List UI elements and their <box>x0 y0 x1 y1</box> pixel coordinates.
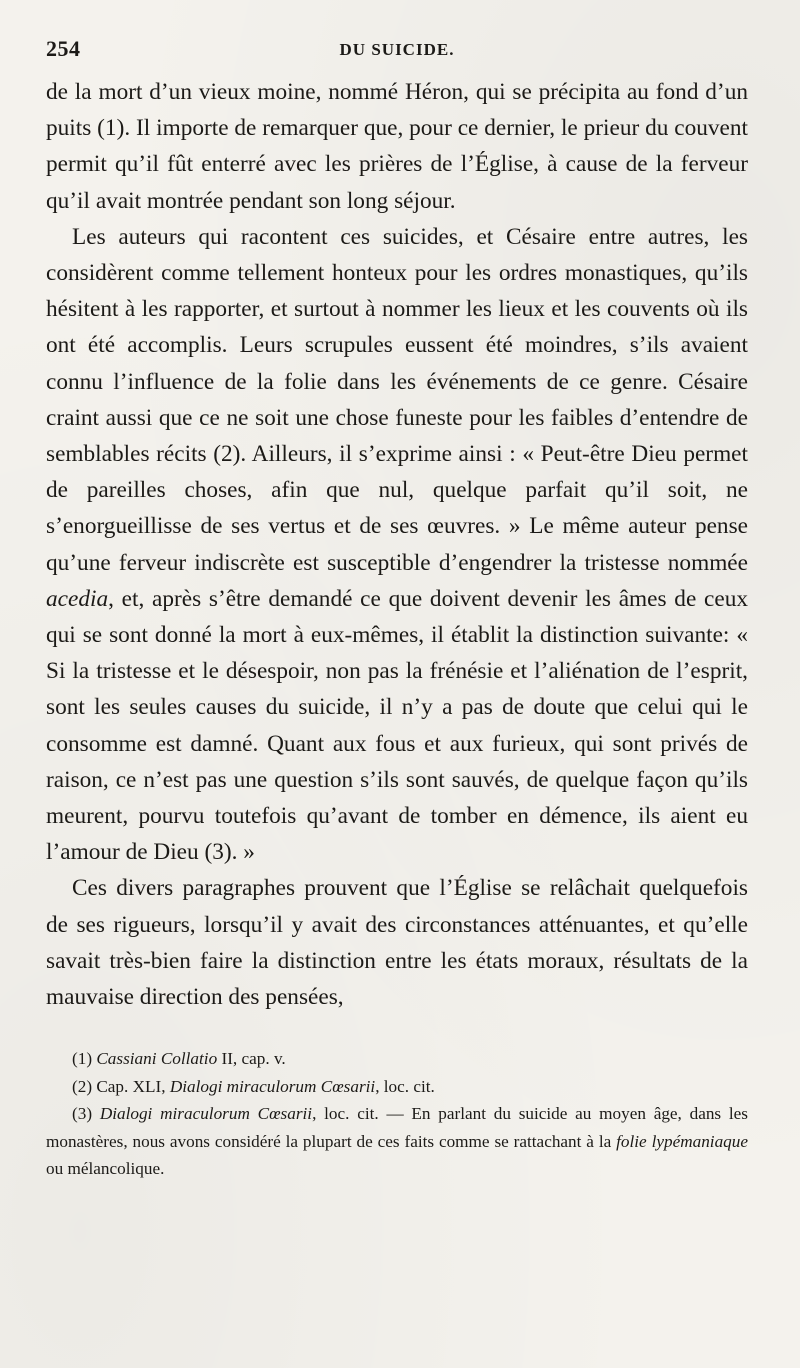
citation-ref: , loc. cit. <box>375 1076 435 1096</box>
body-text <box>46 74 748 1015</box>
footnote-marker: (1) <box>72 1049 97 1069</box>
citation-title: Cassiani Collatio <box>96 1049 218 1069</box>
italic-term: acedia <box>46 585 109 612</box>
footnote-marker: (2) Cap. XLI, <box>72 1076 170 1096</box>
text-segment: , et, après s’être demandé ce que doivent devenir les âmes de ceux qui se sont donné la mort à eux-mêmes, il établit la distinction suivante: « Si la tristesse et le désespoir, non pas la frénésie et l’aliénation de l’esprit, sont les seules causes du suicide, il n’y a pas de doute que celui qui le consomme est damné. Quant aux fous et aux furieux, qui sont privés de raison, ce n’est pas une question s’ils sont sauvés, de quelque façon qu’ils meurent, pourvu toutefois qu’avant de tomber en démence, ils aient eu l’amour de Dieu (3). » <box>46 585 748 866</box>
paragraph-3 <box>46 870 748 1015</box>
citation-title: Dialogi miraculorum Cœsarii <box>99 1104 313 1124</box>
text-segment: Ces divers paragraphes prouvent que l’Église se relâchait quelquefois de ses rigueurs, lorsqu’il y avait des circonstances atténuantes, et qu’elle savait très-bien faire la distinction entre les états moraux, résultats de la mauvaise direction des pensées, <box>46 875 748 1011</box>
citation-ref: II, cap. v. <box>217 1049 286 1069</box>
page-number: 254 <box>46 36 81 61</box>
text-segment: de la mort d’un vieux moine, nommé Héron, qui se précipita au fond d’un puits (1). Il importe de remarquer que, pour ce dernier, le prieur du couvent permit qu’il fût enterré avec les prières de l’Église, à cause de la ferveur qu’il avait montrée pendant son long séjour. <box>46 79 748 214</box>
footnote-text: ou mélancolique. <box>46 1159 165 1179</box>
footnotes <box>46 1045 748 1183</box>
citation-title: Dialogi miraculorum Cœsarii <box>169 1076 376 1096</box>
text-segment: Les auteurs qui racontent ces suicides, et Césaire entre autres, les considèrent comme tellement honteux pour les ordres monastiques, qu’ils hésitent à les rapporter, et surtout à nommer les lieux et les couvents où ils ont été accomplis. Leurs scrupules eussent été moindres, s’ils avaient connu l’influence de la folie dans les événements de ce genre. Césaire craint aussi que ce ne soit une chose funeste pour les faibles d’entendre de semblables récits (2). Ailleurs, il s’exprime ainsi : « Peut-être Dieu permet de pareilles choses, afin que nul, quelque parfait qu’il soit, ne s’enorgueillisse de ses vertus et de ses œuvres. » Le même auteur pense qu’une ferveur indiscrète est susceptible d’engendrer la tristesse nommée <box>46 223 748 576</box>
footnote-text: , loc. cit. — En parlant du suicide au moyen âge, dans les monastères, nous avons considéré la plupart de ces faits comme se rattachant à la <box>46 1104 748 1151</box>
italic-term: folie lypémaniaque <box>616 1131 748 1151</box>
footnote-1 <box>46 1045 748 1073</box>
footnote-3 <box>46 1100 748 1183</box>
running-title: DU SUICIDE. <box>339 40 455 59</box>
paragraph-1 <box>46 74 748 219</box>
footnote-marker: (3) <box>72 1104 100 1124</box>
paragraph-2 <box>46 219 748 871</box>
running-head <box>46 30 748 70</box>
footnote-2 <box>46 1073 748 1101</box>
